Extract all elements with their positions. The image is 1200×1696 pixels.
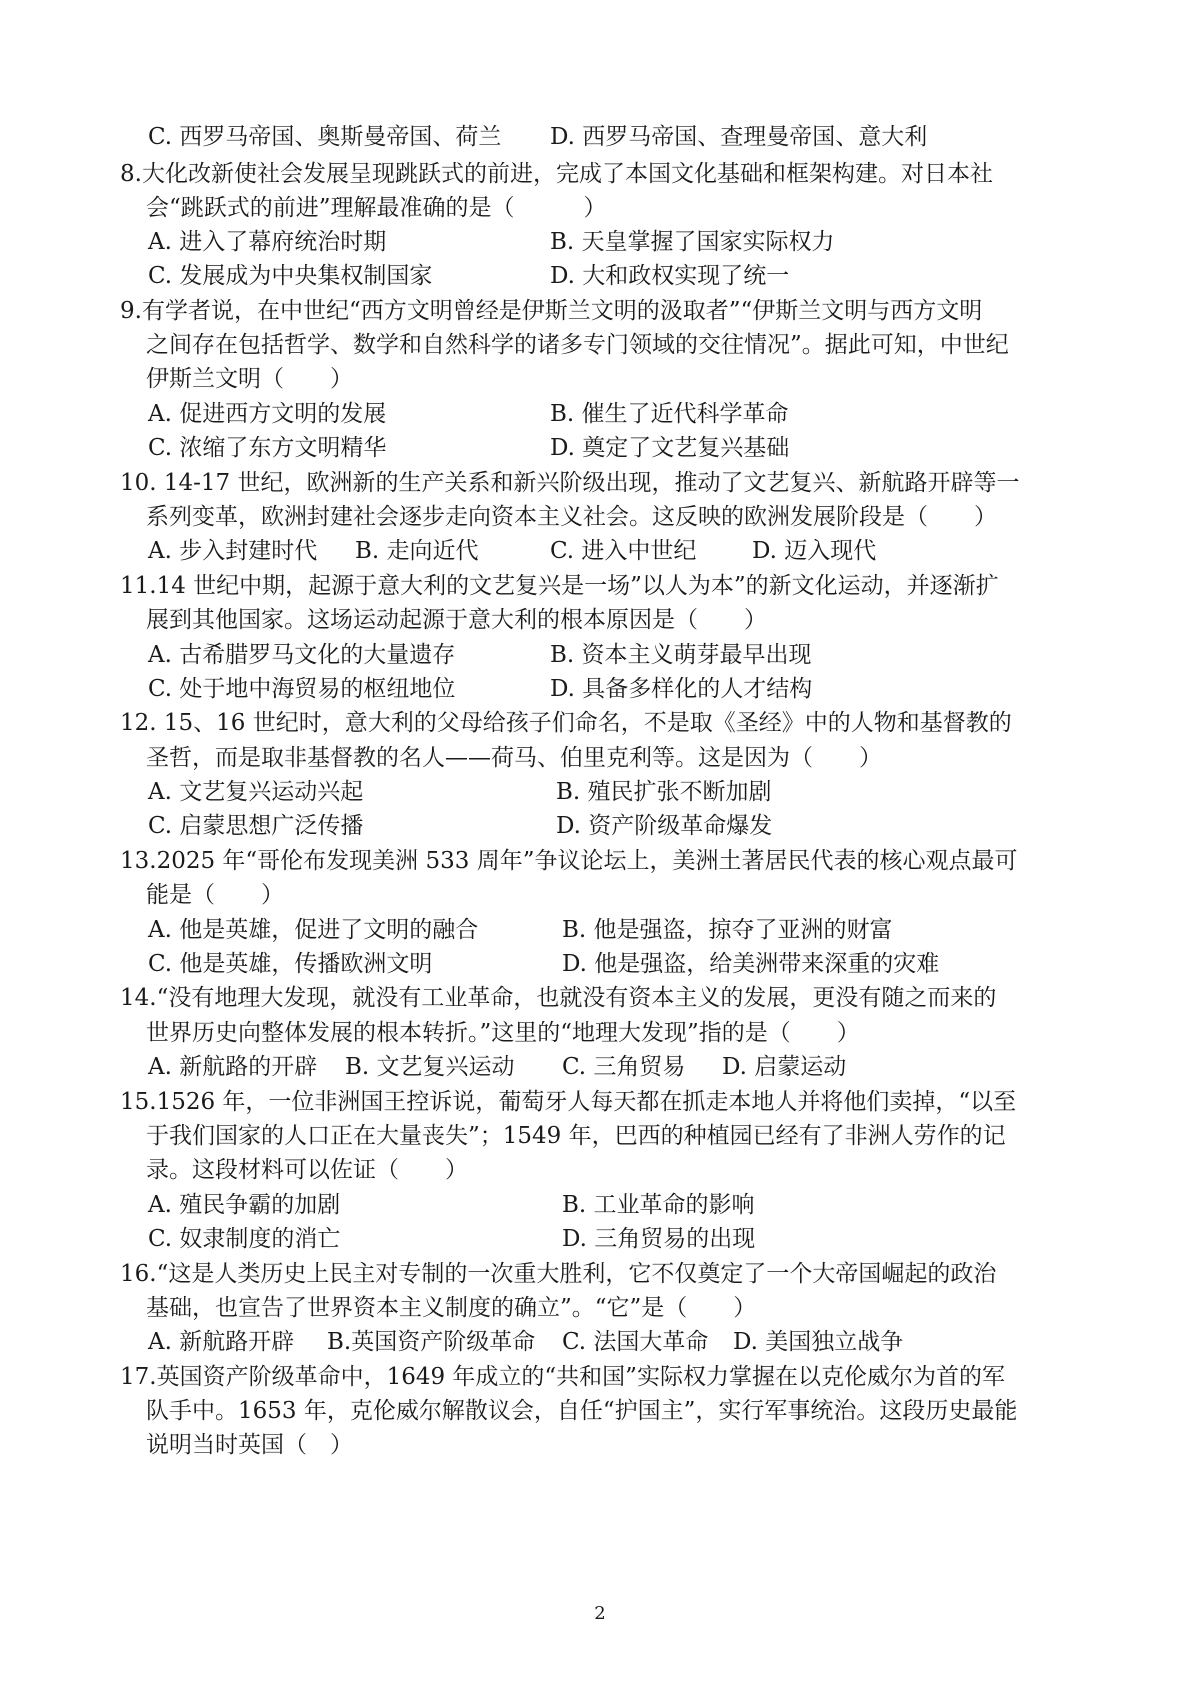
question-text: 展到其他国家。这场运动起源于意大利的根本原因是（ ） bbox=[146, 607, 767, 633]
question-8-option-row-cd bbox=[0, 258, 1200, 295]
option-b: B. 工业革命的影响 bbox=[562, 1192, 755, 1218]
option-d: D. 奠定了文艺复兴基础 bbox=[550, 435, 790, 461]
option-b: B. 催生了近代科学革命 bbox=[550, 401, 789, 427]
option-a: A. 新航路开辟 bbox=[148, 1329, 295, 1355]
question-9-option-row-cd bbox=[0, 430, 1200, 467]
question-text: 之间存在包括哲学、数学和自然科学的诸多专门领域的交往情况”。据此可知，中世纪 bbox=[146, 332, 1009, 358]
option-b: B. 他是强盗，掠夺了亚洲的财富 bbox=[562, 917, 893, 943]
question-13-option-row-cd bbox=[0, 946, 1200, 983]
question-13-stem-line-2 bbox=[0, 877, 1200, 914]
question-text: 基础，也宣告了世界资本主义制度的确立”。“它”是（ ） bbox=[146, 1295, 757, 1321]
question-text: 8.大化改新使社会发展呈现跳跃式的前进，完成了本国文化基础和框架构建。对日本社 bbox=[120, 161, 993, 187]
question-13-stem-line-1 bbox=[0, 843, 1200, 880]
option-c: C. 西罗马帝国、奥斯曼帝国、荷兰 bbox=[148, 124, 502, 150]
option-a: A. 殖民争霸的加剧 bbox=[148, 1192, 341, 1218]
question-10-stem-line-2 bbox=[0, 499, 1200, 536]
question-text: 会“跳跃式的前进”理解最准确的是（ ） bbox=[146, 195, 607, 221]
option-c: C. 奴隶制度的消亡 bbox=[148, 1226, 341, 1252]
option-c: C. 启蒙思想广泛传播 bbox=[148, 813, 364, 839]
option-a: A. 新航路的开辟 bbox=[148, 1054, 318, 1080]
question-text: 9.有学者说，在中世纪“西方文明曾经是伊斯兰文明的汲取者”“伊斯兰文明与西方文明 bbox=[120, 298, 983, 324]
question-8-stem-line-2 bbox=[0, 190, 1200, 227]
question-15-stem-line-3 bbox=[0, 1152, 1200, 1189]
question-9-stem-line-3 bbox=[0, 361, 1200, 398]
question-12-option-row-ab bbox=[0, 774, 1200, 811]
option-b: B. 殖民扩张不断加剧 bbox=[556, 779, 772, 805]
option-a: A. 文艺复兴运动兴起 bbox=[148, 779, 364, 805]
option-a: A. 促进西方文明的发展 bbox=[148, 401, 387, 427]
question-text: 能是（ ） bbox=[146, 882, 284, 908]
option-c: C. 法国大革命 bbox=[562, 1329, 709, 1355]
question-13-option-row-ab bbox=[0, 912, 1200, 949]
option-d: D. 大和政权实现了统一 bbox=[550, 263, 790, 289]
question-text: 伊斯兰文明（ ） bbox=[146, 366, 353, 392]
question-15-stem-line-1 bbox=[0, 1084, 1200, 1121]
option-c: C. 进入中世纪 bbox=[550, 538, 697, 564]
question-14-stem-line-2 bbox=[0, 1015, 1200, 1052]
question-10-stem-line-1 bbox=[0, 465, 1200, 502]
question-text: 录。这段材料可以佐证（ ） bbox=[146, 1157, 468, 1183]
option-d: D. 启蒙运动 bbox=[722, 1054, 847, 1080]
question-12-option-row-cd bbox=[0, 808, 1200, 845]
option-c: C. 浓缩了东方文明精华 bbox=[148, 435, 387, 461]
question-text: 14.“没有地理大发现，就没有工业革命，也就没有资本主义的发展，更没有随之而来的 bbox=[120, 985, 997, 1011]
question-text: 说明当时英国（ ） bbox=[146, 1432, 353, 1458]
option-d: D. 资产阶级革命爆发 bbox=[556, 813, 773, 839]
page-number: 2 bbox=[594, 1603, 606, 1624]
question-9-option-row-ab bbox=[0, 396, 1200, 433]
question-16-stem-line-1 bbox=[0, 1256, 1200, 1293]
option-b: B. 天皇掌握了国家实际权力 bbox=[550, 229, 835, 255]
question-text: 系列变革，欧洲封建社会逐步走向资本主义社会。这反映的欧洲发展阶段是（ ） bbox=[146, 504, 997, 530]
question-8-stem-line-1 bbox=[0, 156, 1200, 193]
option-c: C. 他是英雄，传播欧洲文明 bbox=[148, 951, 433, 977]
question-8-option-row-ab bbox=[0, 224, 1200, 261]
question-17-stem-line-1 bbox=[0, 1359, 1200, 1396]
option-c: C. 发展成为中央集权制国家 bbox=[148, 263, 433, 289]
question-15-option-row-cd bbox=[0, 1221, 1200, 1258]
question-11-option-row-cd bbox=[0, 671, 1200, 708]
question-text: 13.2025 年“哥伦布发现美洲 533 周年”争议论坛上，美洲土著居民代表的核心观点最可 bbox=[120, 848, 1018, 874]
question-15-option-row-ab bbox=[0, 1187, 1200, 1224]
option-b: B. 资本主义萌芽最早出现 bbox=[550, 642, 812, 668]
option-b: B. 文艺复兴运动 bbox=[345, 1054, 515, 1080]
option-c: C. 三角贸易 bbox=[562, 1054, 686, 1080]
question-16-option-row bbox=[0, 1324, 1200, 1361]
option-c: C. 处于地中海贸易的枢纽地位 bbox=[148, 676, 456, 702]
question-17-stem-line-3 bbox=[0, 1427, 1200, 1464]
option-d: D. 他是强盗，给美洲带来深重的灾难 bbox=[562, 951, 940, 977]
question-text: 世界历史向整体发展的根本转折。”这里的“地理大发现”指的是（ ） bbox=[146, 1020, 860, 1046]
question-text: 15.1526 年，一位非洲国王控诉说，葡萄牙人每天都在抓走本地人并将他们卖掉，“以至 bbox=[120, 1089, 1017, 1115]
option-a: A. 古希腊罗马文化的大量遗存 bbox=[148, 642, 456, 668]
question-11-option-row-ab bbox=[0, 637, 1200, 674]
question-text: 10. 14-17 世纪，欧洲新的生产关系和新兴阶级出现，推动了文艺复兴、新航路开辟等一 bbox=[120, 470, 1020, 496]
question-11-stem-line-2 bbox=[0, 602, 1200, 639]
question-14-option-row bbox=[0, 1049, 1200, 1086]
option-d: D. 三角贸易的出现 bbox=[562, 1226, 756, 1252]
question-12-stem-line-1 bbox=[0, 705, 1200, 742]
question-text: 于我们国家的人口正在大量丧失”；1549 年，巴西的种植园已经有了非洲人劳作的记 bbox=[146, 1123, 1006, 1149]
question-text: 圣哲，而是取非基督教的名人——荷马、伯里克利等。这是因为（ ） bbox=[146, 745, 882, 771]
option-d: D. 迈入现代 bbox=[752, 538, 877, 564]
question-16-stem-line-2 bbox=[0, 1290, 1200, 1327]
question-text: 17.英国资产阶级革命中，1649 年成立的“共和国”实际权力掌握在以克伦威尔为首的军 bbox=[120, 1364, 1005, 1390]
question-11-stem-line-1 bbox=[0, 568, 1200, 605]
option-a: A. 步入封建时代 bbox=[148, 538, 318, 564]
question-7-option-row-cd bbox=[0, 119, 1200, 156]
question-12-stem-line-2 bbox=[0, 740, 1200, 777]
option-b: B. 走向近代 bbox=[355, 538, 479, 564]
option-a: A. 他是英雄，促进了文明的融合 bbox=[148, 917, 479, 943]
question-10-option-row bbox=[0, 533, 1200, 570]
question-14-stem-line-1 bbox=[0, 980, 1200, 1017]
option-d: D. 具备多样化的人才结构 bbox=[550, 676, 813, 702]
option-d: D. 美国独立战争 bbox=[733, 1329, 904, 1355]
question-text: 16.“这是人类历史上民主对专制的一次重大胜利，它不仅奠定了一个大帝国崛起的政治 bbox=[120, 1261, 997, 1287]
option-a: A. 进入了幕府统治时期 bbox=[148, 229, 387, 255]
question-9-stem-line-1 bbox=[0, 293, 1200, 330]
question-9-stem-line-2 bbox=[0, 327, 1200, 364]
question-text: 12. 15、16 世纪时，意大利的父母给孩子们命名，不是取《圣经》中的人物和基督教的 bbox=[120, 710, 1012, 736]
option-d: D. 西罗马帝国、查理曼帝国、意大利 bbox=[550, 124, 928, 150]
option-b: B.英国资产阶级革命 bbox=[327, 1329, 536, 1355]
question-text: 11.14 世纪中期，起源于意大利的文艺复兴是一场”以人为本”的新文化运动，并逐渐扩 bbox=[120, 573, 999, 599]
question-text: 队手中。1653 年，克伦威尔解散议会，自任“护国主”，实行军事统治。这段历史最能 bbox=[146, 1398, 1018, 1424]
question-17-stem-line-2 bbox=[0, 1393, 1200, 1430]
question-15-stem-line-2 bbox=[0, 1118, 1200, 1155]
